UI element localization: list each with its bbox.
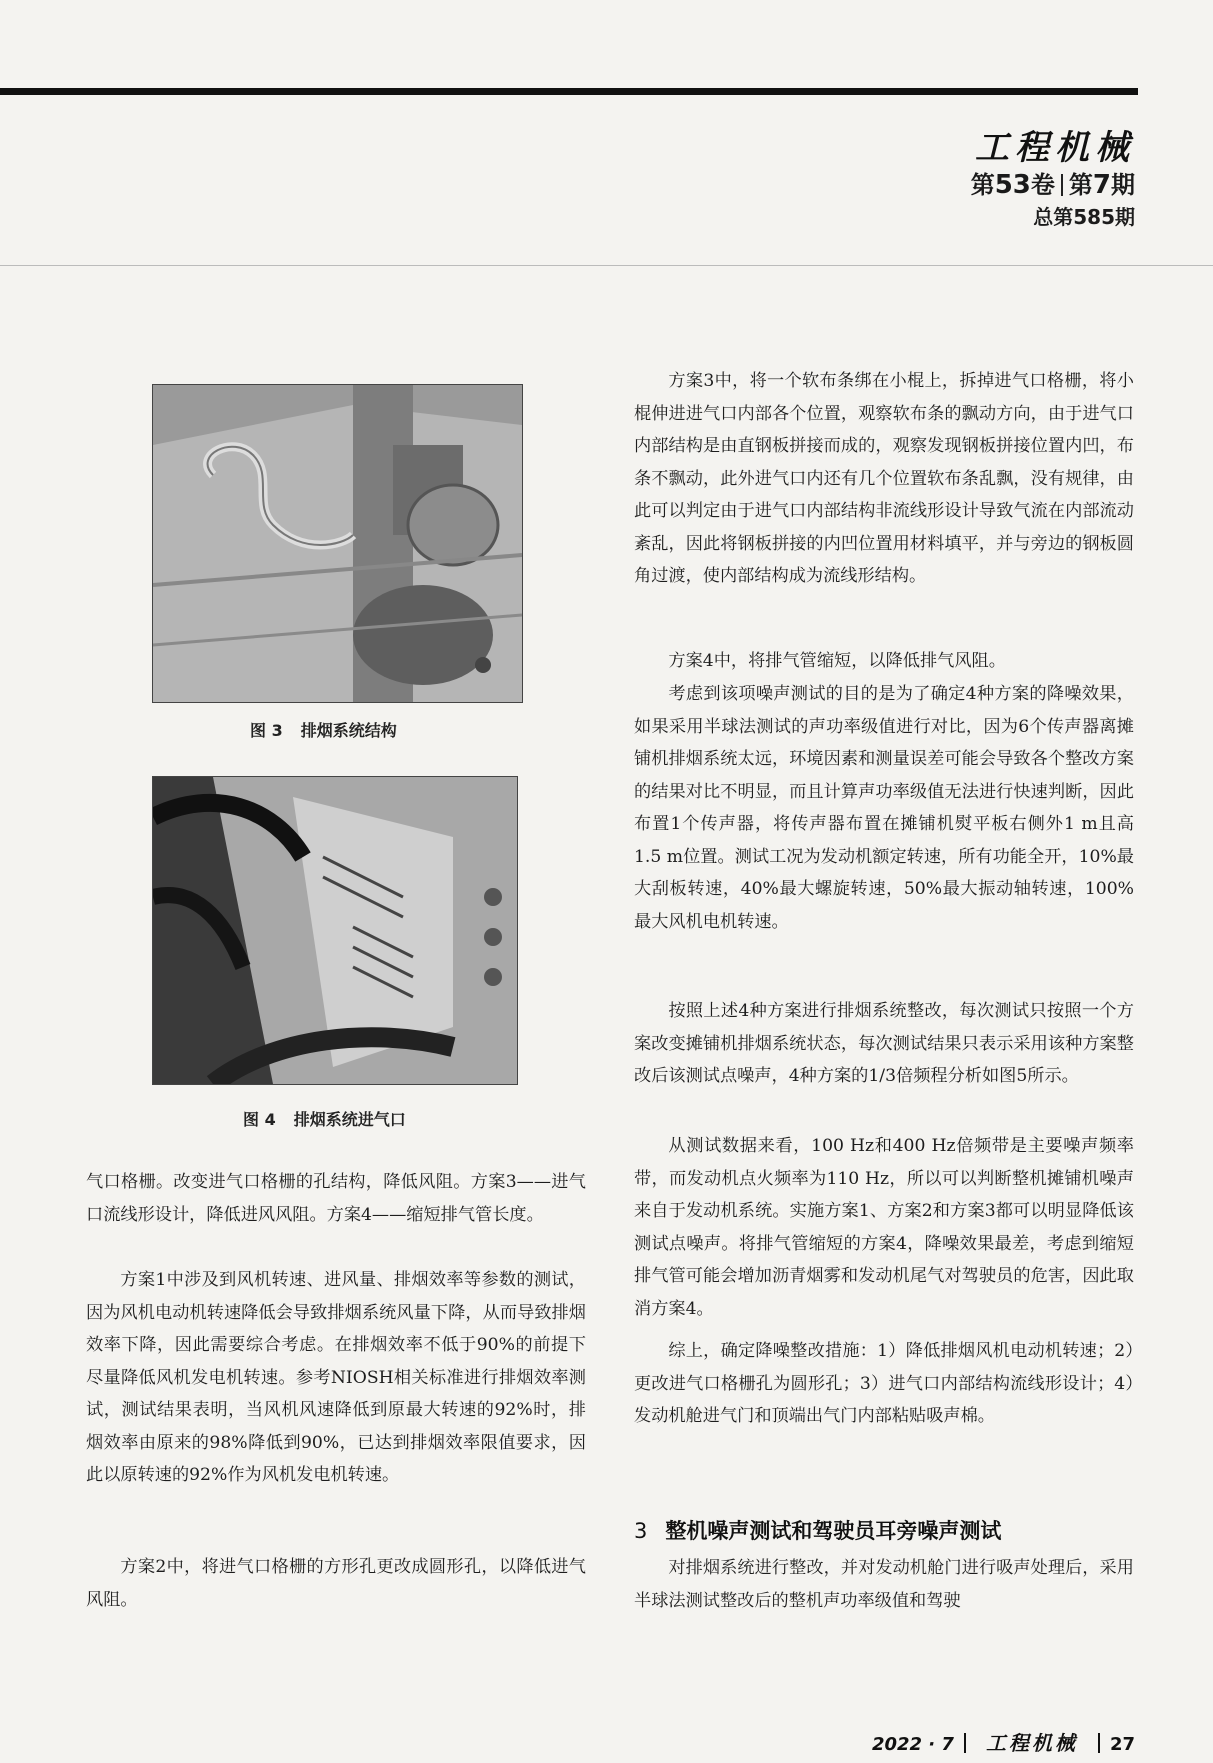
figure-3-image xyxy=(152,384,523,703)
figure-4-drawing xyxy=(153,777,517,1084)
page-footer: 2022 · 7 工程机械 27 xyxy=(871,1731,1135,1755)
journal-logo: 工程机械 xyxy=(975,128,1135,168)
header-divider xyxy=(0,265,1213,266)
figure-3-caption: 图 3 排烟系统结构 xyxy=(250,721,397,740)
figure-4-caption: 图 4 排烟系统进气口 xyxy=(243,1110,406,1129)
left-paragraph-2: 方案1中涉及到风机转速、进风量、排烟效率等参数的测试，因为风机电动机转速降低会导致排烟系统风量下降，从而导致排烟效率下降，因此需要综合考虑。在排烟效率不低于90%的前提下尽量降低风机发电机转速。参考NIOSH相关标准进行排烟效率测试，测试结果表明，当风机风速降低到原最大转速的92%时，排烟效率由原来的98%降低到90%，已达到排烟效率限值要求，因此以原转速的92%作为风机发电机转速。 xyxy=(86,1270,586,1485)
journal-masthead xyxy=(971,128,1135,232)
right-paragraph-1: 方案3中，将一个软布条绑在小棍上，拆掉进气口格栅，将小棍伸进进气口内部各个位置，观察软布条的飘动方向，由于进气口内部结构是由直钢板拼接而成的，观察发现钢板拼接位置内凹，布条不飘动，此外进气口内还有几个位置软布条乱飘，没有规律，由此可以判定由于进气口内部结构非流线形设计导致气流在内部流动紊乱，因此将钢板拼接的内凹位置用材料填平，并与旁边的钢板圆角过渡，使内部结构成为流线形结构。 xyxy=(634,371,1134,586)
right-paragraph-4: 按照上述4种方案进行排烟系统整改，每次测试只按照一个方案改变摊铺机排烟系统状态，每次测试结果只表示采用该种方案整改后该测试点噪声，4种方案的1/3倍频程分析如图5所示。 xyxy=(634,1001,1134,1086)
left-paragraph-1: 气口格栅。改变进气口格栅的孔结构，降低风阻。方案3——进气口流线形设计，降低进风风阻。方案4——缩短排气管长度。 xyxy=(86,1172,586,1225)
right-paragraph-5: 从测试数据来看，100 Hz和400 Hz倍频带是主要噪声频率带，而发动机点火频率为110 Hz，所以可以判断整机摊铺机噪声来自于发动机系统。实施方案1、方案2和方案3都可以明显降低该测试点噪声。将排气管缩短的方案4，降噪效果最差，考虑到缩短排气管可能会增加沥青烟雾和发动机尾气对驾驶员的危害，因此取消方案4。 xyxy=(634,1136,1134,1319)
footer-journal-logo: 工程机械 xyxy=(985,1731,1078,1755)
total-issue: 总第585期 xyxy=(1033,205,1135,229)
section-paragraph: 对排烟系统进行整改，并对发动机舱门进行吸声处理后，采用半球法测试整改后的整机声功率级值和驾驶 xyxy=(634,1558,1134,1611)
right-paragraph-2: 方案4中，将排气管缩短，以降低排气风阻。 xyxy=(668,651,1006,671)
divider xyxy=(964,1733,966,1753)
top-rule xyxy=(0,88,1138,95)
right-paragraph-6: 综上，确定降噪整改措施：1）降低排烟风机电动机转速；2）更改进气口格栅孔为圆形孔；3）进气口内部结构流线形设计；4）发动机舱进气门和顶端出气门内部粘贴吸声棉。 xyxy=(634,1341,1134,1426)
figure-3-drawing xyxy=(153,385,522,702)
section-heading: 3 整机噪声测试和驾驶员耳旁噪声测试 xyxy=(634,1519,1002,1543)
left-paragraph-3: 方案2中，将进气口格栅的方形孔更改成圆形孔，以降低进气风阻。 xyxy=(86,1557,586,1610)
volume-issue: 第53卷 第7期 xyxy=(970,170,1135,200)
divider xyxy=(1098,1733,1100,1753)
page-number: 27 xyxy=(1109,1734,1135,1755)
divider xyxy=(1061,174,1063,196)
right-paragraph-3: 考虑到该项噪声测试的目的是为了确定4种方案的降噪效果，如果采用半球法测试的声功率级值进行对比，因为6个传声器离摊铺机排烟系统太远，环境因素和测量误差可能会导致各个整改方案的结果对比不明显，而且计算声功率级值无法进行快速判断，因此布置1个传声器，将传声器布置在摊铺机熨平板右侧外1 m且高1.5 m位置。测试工况为发动机额定转速，所有功能全开，10%最大刮板转速，40%最大螺旋转速，50%最大振动轴转速，100%最大风机电机转速。 xyxy=(634,684,1134,932)
figure-4-image xyxy=(152,776,518,1085)
